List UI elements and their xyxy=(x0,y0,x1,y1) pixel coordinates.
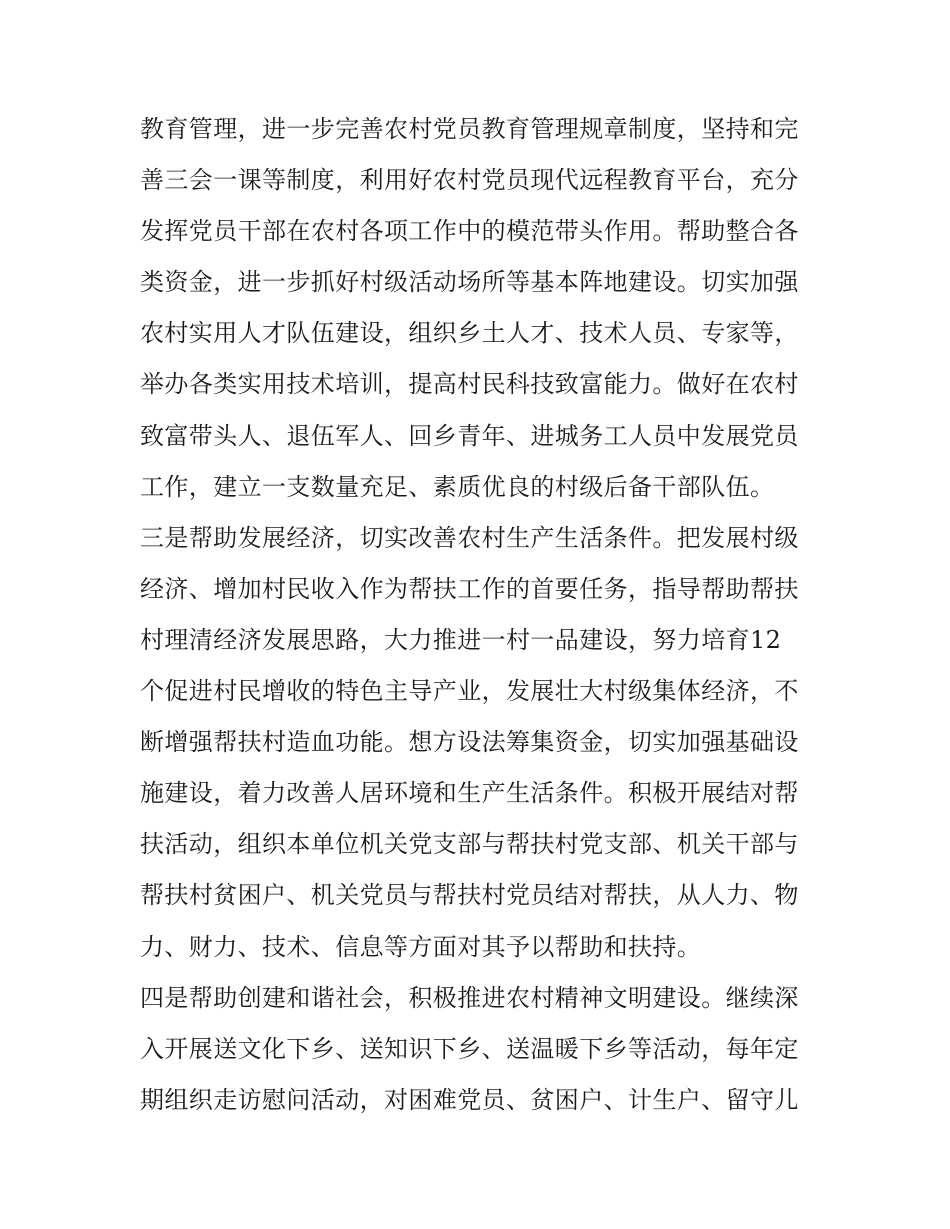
text-line: 村理清经济发展思路，大力推进一村一品建设，努力培育12 xyxy=(140,625,782,654)
text-line: 帮扶村贫困户、机关党员与帮扶村党员结对帮扶，从人力、物 xyxy=(140,881,799,910)
text-line: 期组织走访慰问活动，对困难党员、贫困户、计生户、留守儿 xyxy=(140,1085,799,1114)
text-line: 善三会一课等制度，利用好农村党员现代远程教育平台，充分 xyxy=(140,166,799,195)
text-line: 三是帮助发展经济，切实改善农村生产生活条件。把发展村级 xyxy=(140,523,799,552)
text-line: 农村实用人才队伍建设，组织乡土人才、技术人员、专家等， xyxy=(140,319,799,348)
text-line: 扶活动，组织本单位机关党支部与帮扶村党支部、机关干部与 xyxy=(140,830,799,859)
text-line: 入开展送文化下乡、送知识下乡、送温暖下乡等活动，每年定 xyxy=(140,1034,799,1063)
text-line: 经济、增加村民收入作为帮扶工作的首要任务，指导帮助帮扶 xyxy=(140,574,799,603)
text-line: 力、财力、技术、信息等方面对其予以帮助和扶持。 xyxy=(140,932,702,961)
text-line: 个促进村民增收的特色主导产业，发展壮大村级集体经济，不 xyxy=(140,677,799,706)
text-line: 致富带头人、退伍军人、回乡青年、进城务工人员中发展党员 xyxy=(140,421,799,450)
text-line: 断增强帮扶村造血功能。想方设法筹集资金，切实加强基础设 xyxy=(140,728,799,757)
text-line: 四是帮助创建和谐社会，积极推进农村精神文明建设。继续深 xyxy=(140,983,799,1012)
text-line: 类资金，进一步抓好村级活动场所等基本阵地建设。切实加强 xyxy=(140,268,799,297)
body-text xyxy=(140,104,820,1126)
text-line: 教育管理，进一步完善农村党员教育管理规章制度，坚持和完 xyxy=(140,115,799,143)
text-line: 举办各类实用技术培训，提高村民科技致富能力。做好在农村 xyxy=(140,370,799,399)
text-line: 工作，建立一支数量充足、素质优良的村级后备干部队伍。 xyxy=(140,472,775,501)
text-line: 发挥党员干部在农村各项工作中的模范带头作用。帮助整合各 xyxy=(140,217,799,246)
text-line: 施建设，着力改善人居环境和生产生活条件。积极开展结对帮 xyxy=(140,779,799,808)
